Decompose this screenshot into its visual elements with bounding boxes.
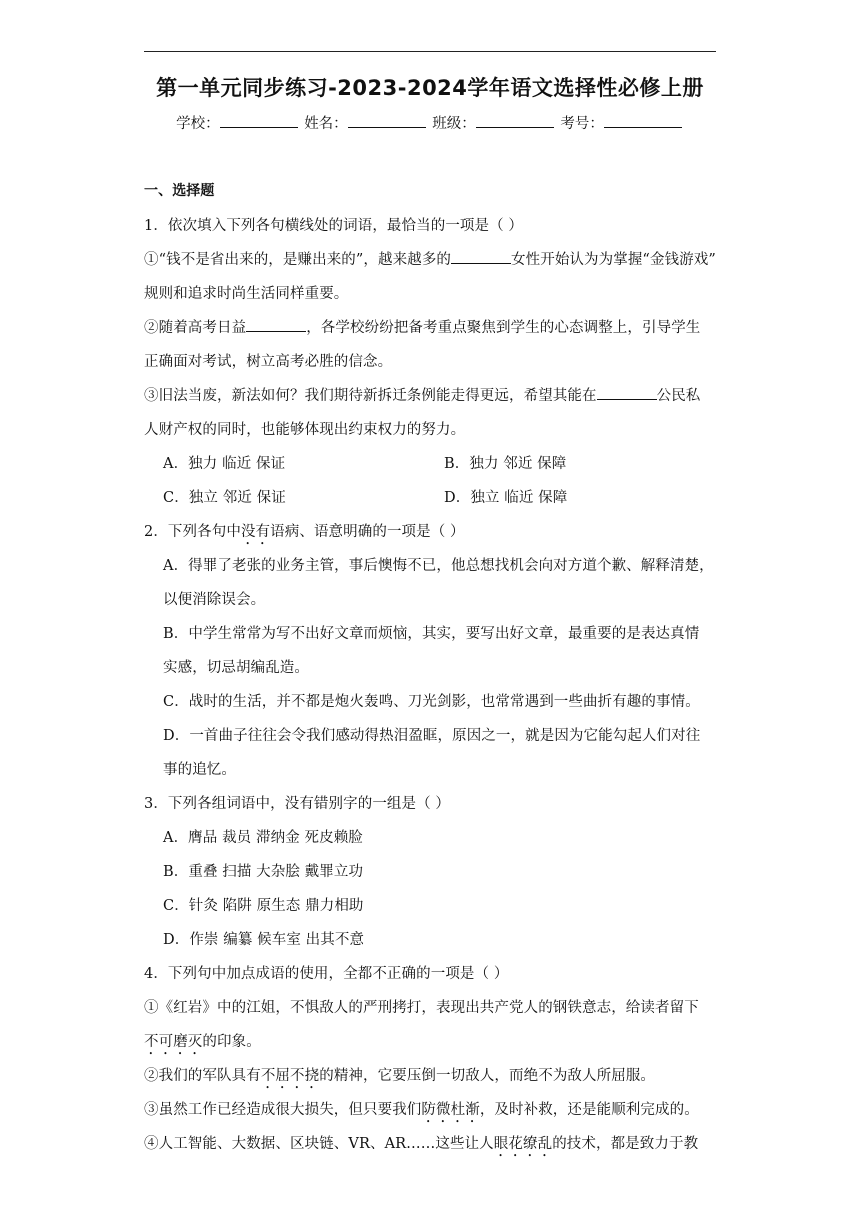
header-rule xyxy=(144,51,716,52)
q1-option-d[interactable]: D．独立 临近 保障 xyxy=(444,490,568,506)
q2-option-d[interactable]: D．一首曲子往往会令我们感动得热泪盈眶，原因之一，就是因为它能勾起人们对往 xyxy=(163,728,701,744)
q1-sentence-1: ①“钱不是省出来的，是赚出来的”，越来越多的 女性开始认为为掌握“金钱游戏” xyxy=(144,252,716,268)
q1-option-a[interactable]: A．独力 临近 保证 xyxy=(163,456,286,472)
q4-sentence-4: ④人工智能、大数据、区块链、VR、AR……这些让人眼花缭乱的技术，都是致力于教 xyxy=(144,1136,699,1152)
school-label: 学校： xyxy=(176,116,220,132)
q2-stem: 2．下列各句中没有语病、语意明确的一项是（ ） xyxy=(144,524,465,540)
q1-option-c[interactable]: C．独立 邻近 保证 xyxy=(163,490,286,506)
section-heading: 一、选择题 xyxy=(144,183,215,199)
idiom-dotted: 不可磨灭 xyxy=(144,1034,203,1050)
q1-stem: 1．依次填入下列各句横线处的词语，最恰当的一项是（ ） xyxy=(144,218,524,234)
idiom-dotted: 眼花缭乱 xyxy=(493,1136,553,1152)
q1-sentence-2-cont: 正确面对考试，树立高考必胜的信念。 xyxy=(144,354,393,370)
name-label: 姓名： xyxy=(304,116,348,132)
class-label: 班级： xyxy=(432,116,476,132)
q3-option-c[interactable]: C．针灸 陷阱 原生态 鼎力相助 xyxy=(163,898,364,914)
q1-sentence-2: ②随着高考日益 ，各学校纷纷把备考重点聚焦到学生的心态调整上，引导学生 xyxy=(144,320,701,336)
q1-option-b[interactable]: B．独力 邻近 保障 xyxy=(444,456,567,472)
page-title: 第一单元同步练习-2023-2024学年语文选择性必修上册 xyxy=(156,76,704,100)
q2-option-a-cont: 以便消除误会。 xyxy=(163,592,266,608)
q4-sentence-3: ③虽然工作已经造成很大损失，但只要我们防微杜渐，及时补救，还是能顺利完成的。 xyxy=(144,1102,699,1118)
q2-option-d-cont: 事的追忆。 xyxy=(163,762,236,778)
school-blank[interactable] xyxy=(220,115,298,128)
q2-option-b[interactable]: B．中学生常常为写不出好文章而烦恼，其实，要写出好文章，最重要的是表达真情 xyxy=(163,626,700,642)
q1-sentence-3-cont: 人财产权的同时，也能够体现出约束权力的努力。 xyxy=(144,422,466,438)
q2-option-c[interactable]: C．战时的生活，并不都是炮火轰鸣、刀光剑影，也常常遇到一些曲折有趣的事情。 xyxy=(163,694,700,710)
q1-sentence-3: ③旧法当废，新法如何？我们期待新拆迁条例能走得更远，希望其能在 公民私 xyxy=(144,388,701,404)
name-blank[interactable] xyxy=(348,115,426,128)
q4-stem: 4．下列句中加点成语的使用，全都不正确的一项是（ ） xyxy=(144,966,509,982)
q3-stem: 3．下列各组词语中，没有错别字的一组是（ ） xyxy=(144,796,451,812)
q3-option-a[interactable]: A．膺品 裁员 滞纳金 死皮赖脸 xyxy=(163,830,363,846)
q1-sentence-1-cont: 规则和追求时尚生活同样重要。 xyxy=(144,286,349,302)
exam-number-label: 考号： xyxy=(560,116,604,132)
q2-option-b-cont: 实感，切忌胡编乱造。 xyxy=(163,660,309,676)
q4-sentence-1: ①《红岩》中的江姐，不惧敌人的严刑拷打，表现出共产党人的钢铁意志，给读者留下 xyxy=(144,1000,699,1016)
idiom-dotted: 不屈不挠 xyxy=(260,1068,320,1084)
q3-option-d[interactable]: D．作崇 编纂 候车室 出其不意 xyxy=(163,932,365,948)
q4-sentence-2: ②我们的军队具有不屈不挠的精神，它要压倒一切敌人，而绝不为敌人所屈服。 xyxy=(144,1068,656,1084)
exam-number-blank[interactable] xyxy=(604,115,682,128)
student-info-row xyxy=(0,112,860,133)
q2-option-a[interactable]: A．得罪了老张的业务主管，事后懊悔不已，他总想找机会向对方道个歉、解释清楚， xyxy=(163,558,714,574)
idiom-dotted: 防微杜渐 xyxy=(421,1102,480,1118)
q3-option-b[interactable]: B．重叠 扫描 大杂脍 戴罪立功 xyxy=(163,864,364,880)
q4-sentence-1-cont: 不可磨灭的印象。 xyxy=(144,1034,261,1050)
class-blank[interactable] xyxy=(476,115,554,128)
